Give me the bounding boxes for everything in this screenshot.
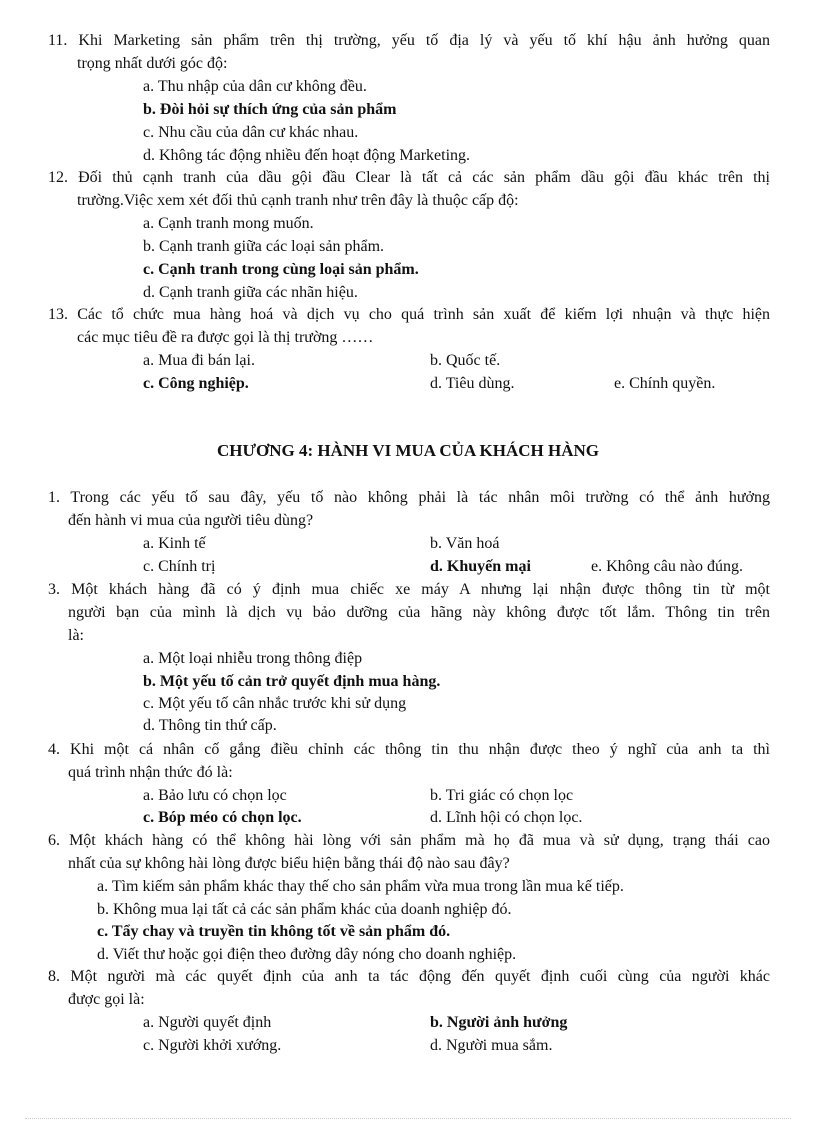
- option-6-b: b. Không mua lại tất cả các sản phẩm khác của doanh nghiệp đó.: [97, 901, 512, 918]
- question-8-line-2: được gọi là:: [68, 991, 145, 1008]
- option-8-b-answer: b. Người ảnh hưởng: [430, 1014, 568, 1031]
- option-8-d: d. Người mua sắm.: [430, 1037, 553, 1054]
- option-4-d: d. Lĩnh hội có chọn lọc.: [430, 809, 583, 826]
- option-1-a: a. Kinh tế: [143, 535, 206, 552]
- question-13-line-2: các mục tiêu đề ra được gọi là thị trường ……: [77, 329, 374, 346]
- question-12-line-1: 12. Đối thủ cạnh tranh của dầu gội đầu Clear là tất cả các sản phẩm dầu gội đầu khác trên thị: [48, 169, 770, 186]
- option-12-b: b. Cạnh tranh giữa các loại sản phẩm.: [143, 238, 385, 255]
- option-4-a: a. Bảo lưu có chọn lọc: [143, 787, 287, 804]
- option-1-c: c. Chính trị: [143, 558, 216, 575]
- question-12-line-2: trường.Việc xem xét đối thủ cạnh tranh như trên đây là thuộc cấp độ:: [77, 192, 519, 209]
- chapter-title: CHƯƠNG 4: HÀNH VI MUA CỦA KHÁCH HÀNG: [216, 441, 600, 460]
- option-13-c-answer: c. Công nghiệp.: [143, 375, 249, 392]
- option-6-d: d. Viết thư hoặc gọi điện theo đường dây nóng cho doanh nghiệp.: [97, 946, 517, 963]
- question-13-line-1: 13. Các tổ chức mua hàng hoá và dịch vụ cho quá trình sản xuất để kiếm lợi nhuận và thực hiện: [48, 306, 770, 323]
- question-6-line-1: 6. Một khách hàng có thể không hài lòng với sản phẩm mà họ đã mua và sử dụng, trạng thái cao: [48, 832, 770, 849]
- question-6-line-2: nhất của sự không hài lòng được biểu hiện bằng thái độ nào sau đây?: [68, 855, 510, 872]
- option-4-b: b. Tri giác có chọn lọc: [430, 787, 574, 804]
- option-11-b-answer: b. Đòi hỏi sự thích ứng của sản phẩm: [143, 101, 397, 118]
- option-12-a: a. Cạnh tranh mong muốn.: [143, 215, 314, 232]
- option-11-c: c. Nhu cầu của dân cư khác nhau.: [143, 124, 359, 141]
- option-4-c-answer: c. Bóp méo có chọn lọc.: [143, 809, 302, 826]
- option-1-d-answer: d. Khuyến mại: [430, 558, 531, 575]
- option-13-a: a. Mua đi bán lại.: [143, 352, 255, 369]
- question-4-line-2: quá trình nhận thức đó là:: [68, 764, 233, 781]
- option-12-c-answer: c. Cạnh tranh trong cùng loại sản phẩm.: [143, 261, 419, 278]
- option-1-e: e. Không câu nào đúng.: [591, 558, 743, 575]
- option-12-d: d. Cạnh tranh giữa các nhãn hiệu.: [143, 284, 358, 301]
- option-8-a: a. Người quyết định: [143, 1014, 272, 1031]
- question-4-line-1: 4. Khi một cá nhân cố gắng điều chỉnh các thông tin thu nhận được theo ý nghĩ của anh ta thì: [48, 741, 770, 758]
- option-13-d: d. Tiêu dùng.: [430, 375, 515, 392]
- question-11-line-2: trọng nhất dưới góc độ:: [77, 55, 228, 72]
- option-11-d: d. Không tác động nhiều đến hoạt động Marketing.: [143, 147, 471, 164]
- question-3-line-3: là:: [68, 627, 84, 644]
- question-3-line-1: 3. Một khách hàng đã có ý định mua chiếc xe máy A nhưng lại nhận được thông tin từ một: [48, 581, 770, 598]
- question-3-line-2: người bạn của mình là dịch vụ bảo dưỡng của hãng này không được tốt lắm. Thông tin trên: [68, 604, 770, 621]
- option-11-a: a. Thu nhập của dân cư không đều.: [143, 78, 367, 95]
- question-11-line-1: 11. Khi Marketing sản phẩm trên thị trường, yếu tố địa lý và yếu tố khí hậu ảnh hưởng quan: [48, 32, 770, 49]
- option-3-a: a. Một loại nhiễu trong thông điệp: [143, 650, 363, 667]
- option-3-c: c. Một yếu tố cân nhắc trước khi sử dụng: [143, 695, 407, 712]
- option-1-b: b. Văn hoá: [430, 535, 500, 552]
- option-13-b: b. Quốc tế.: [430, 352, 501, 369]
- page-bottom-divider: [25, 1118, 791, 1119]
- question-8-line-1: 8. Một người mà các quyết định của anh ta tác động đến quyết định cuối cùng của người khác: [48, 968, 770, 985]
- option-3-d: d. Thông tin thứ cấp.: [143, 717, 277, 734]
- question-1-line-1: 1. Trong các yếu tố sau đây, yếu tố nào không phải là tác nhân môi trường có thể ảnh hưởng: [48, 489, 770, 506]
- option-8-c: c. Người khởi xướng.: [143, 1037, 282, 1054]
- option-6-c-answer: c. Tẩy chay và truyền tin không tốt về sản phẩm đó.: [97, 923, 451, 940]
- option-3-b-answer: b. Một yếu tố cản trở quyết định mua hàng.: [143, 673, 441, 690]
- option-6-a: a. Tìm kiếm sản phẩm khác thay thế cho sản phẩm vừa mua trong lần mua kế tiếp.: [97, 878, 624, 895]
- question-1-line-2: đến hành vi mua của người tiêu dùng?: [68, 512, 314, 529]
- option-13-e: e. Chính quyền.: [614, 375, 716, 392]
